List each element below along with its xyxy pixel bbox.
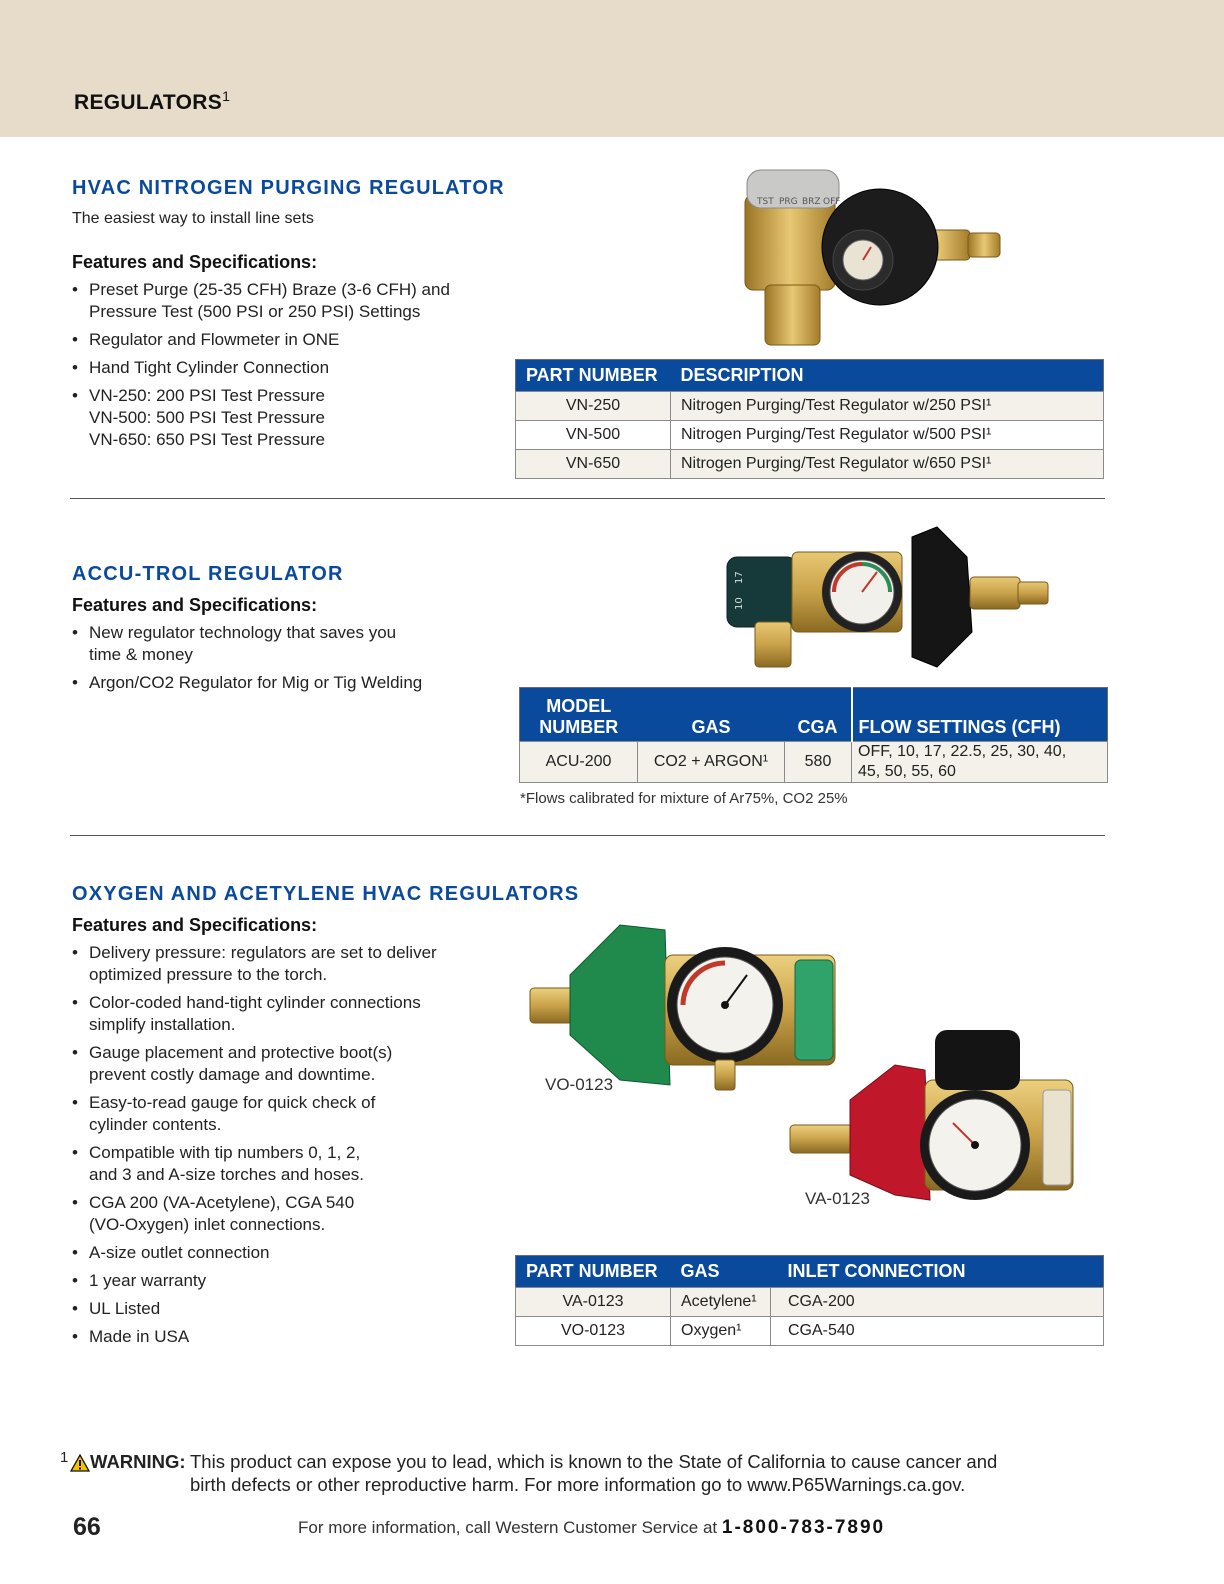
gauge-label-prg: PRG bbox=[779, 197, 798, 207]
list-item: • Delivery pressure: regulators are set to deliver optimized pressure to the torch. bbox=[72, 943, 437, 984]
list-item: • Preset Purge (25-35 CFH) Braze (3-6 CFH) and Pressure Test (500 PSI or 250 PSI) Settings bbox=[72, 280, 450, 321]
hvac-subtitle: The easiest way to install line sets bbox=[72, 210, 314, 227]
list-item: • A-size outlet connection bbox=[72, 1243, 270, 1262]
warning-text: This product can expose you to lead, which is known to the State of California to cause cancer and birth defects or other reproductive harm. For more information go to www.P65Warnings.ca.gov. bbox=[190, 1451, 998, 1495]
nitrogen-regulator-image bbox=[735, 165, 1010, 355]
list-item: • Color-coded hand-tight cylinder connections simplify installation. bbox=[72, 993, 421, 1034]
header-band bbox=[0, 0, 1224, 137]
table-header-flow-settings: FLOW SETTINGS (CFH) bbox=[852, 688, 1108, 742]
table-header-description: DESCRIPTION bbox=[671, 360, 1104, 392]
footer-phone: 1-800-783-7890 bbox=[721, 1517, 886, 1538]
table-row: VN-500 Nitrogen Purging/Test Regulator w/500 PSI¹ bbox=[516, 421, 1104, 450]
hvac-features-heading: Features and Specifications: bbox=[72, 252, 318, 272]
hvac-section-title: HVAC NITROGEN PURGING REGULATOR bbox=[72, 177, 505, 199]
footer-contact bbox=[298, 1517, 885, 1539]
table-header-part-number: PART NUMBER bbox=[516, 1256, 671, 1288]
page-header-title bbox=[74, 88, 230, 115]
list-item: • Regulator and Flowmeter in ONE bbox=[72, 330, 340, 349]
header-title-text: REGULATORS bbox=[74, 91, 223, 114]
warning-label: WARNING: bbox=[90, 1451, 186, 1472]
flow-calibration-note: *Flows calibrated for mixture of Ar75%, CO2 25% bbox=[520, 790, 848, 807]
section-divider bbox=[70, 835, 1105, 836]
gauge-label-off: OFF bbox=[823, 197, 841, 207]
hvac-parts-table bbox=[515, 359, 1104, 479]
acetylene-regulator-image bbox=[785, 1025, 1080, 1215]
dial-number-17: 17 bbox=[734, 571, 745, 584]
gauge-label-brz: BRZ bbox=[802, 197, 821, 207]
table-header-model-number: MODEL NUMBER bbox=[520, 688, 638, 742]
table-header-gas: GAS bbox=[671, 1256, 771, 1288]
caption-vo-0123: VO-0123 bbox=[545, 1075, 614, 1094]
hvac-feature-list bbox=[72, 279, 450, 457]
list-item: • Argon/CO2 Regulator for Mig or Tig Welding bbox=[72, 673, 423, 692]
oxy-parts-table bbox=[515, 1255, 1104, 1346]
table-row: VO-0123 Oxygen¹ CGA-540 bbox=[516, 1317, 1104, 1346]
list-item: • Hand Tight Cylinder Connection bbox=[72, 358, 330, 377]
header-footnote-mark: 1 bbox=[222, 88, 231, 104]
accutrol-section-title: ACCU-TROL REGULATOR bbox=[72, 563, 344, 585]
table-header-inlet-connection: INLET CONNECTION bbox=[771, 1256, 1104, 1288]
table-row: VN-250 Nitrogen Purging/Test Regulator w/250 PSI¹ bbox=[516, 392, 1104, 421]
list-item: • UL Listed bbox=[72, 1299, 161, 1318]
dial-number-10: 10 bbox=[734, 597, 745, 610]
list-item: • 1 year warranty bbox=[72, 1271, 207, 1290]
list-item: • Compatible with tip numbers 0, 1, 2, and 3 and A-size torches and hoses. bbox=[72, 1143, 365, 1184]
page-number: 66 bbox=[73, 1513, 101, 1541]
gauge-label-tst: TST bbox=[757, 197, 774, 207]
list-item: • Gauge placement and protective boot(s) prevent costly damage and downtime. bbox=[72, 1043, 393, 1084]
oxy-features-heading: Features and Specifications: bbox=[72, 915, 318, 935]
section-divider bbox=[70, 498, 1105, 499]
table-row: VA-0123 Acetylene¹ CGA-200 bbox=[516, 1288, 1104, 1317]
table-header-cga: CGA bbox=[785, 688, 852, 742]
accutrol-regulator-image bbox=[722, 522, 1057, 672]
list-item: • VN-250: 200 PSI Test Pressure VN-500: 500 PSI Test Pressure VN-650: 650 PSI Test Pressure bbox=[72, 386, 325, 449]
accutrol-feature-list bbox=[72, 622, 422, 700]
oxy-feature-list bbox=[72, 942, 437, 1354]
caption-va-0123: VA-0123 bbox=[805, 1189, 870, 1208]
table-row: VN-650 Nitrogen Purging/Test Regulator w/650 PSI¹ bbox=[516, 450, 1104, 479]
list-item: • Easy-to-read gauge for quick check of cylinder contents. bbox=[72, 1093, 376, 1134]
accutrol-model-table bbox=[519, 687, 1108, 783]
list-item: • Made in USA bbox=[72, 1327, 190, 1346]
table-row: ACU-200 CO2 + ARGON¹ 580 OFF, 10, 17, 22.5, 25, 30, 40, 45, 50, 55, 60 bbox=[520, 742, 1108, 783]
list-item: • New regulator technology that saves you time & money bbox=[72, 623, 397, 664]
table-header-gas: GAS bbox=[638, 688, 785, 742]
oxy-section-title: OXYGEN AND ACETYLENE HVAC REGULATORS bbox=[72, 883, 580, 905]
list-item: • CGA 200 (VA-Acetylene), CGA 540 (VO-Oxygen) inlet connections. bbox=[72, 1193, 355, 1234]
accutrol-features-heading: Features and Specifications: bbox=[72, 595, 318, 615]
footer-text: For more information, call Western Customer Service at bbox=[298, 1518, 718, 1537]
warning-triangle-icon bbox=[70, 1454, 90, 1472]
table-header-part-number: PART NUMBER bbox=[516, 360, 671, 392]
warning-footnote-number: 1 bbox=[60, 1449, 69, 1466]
